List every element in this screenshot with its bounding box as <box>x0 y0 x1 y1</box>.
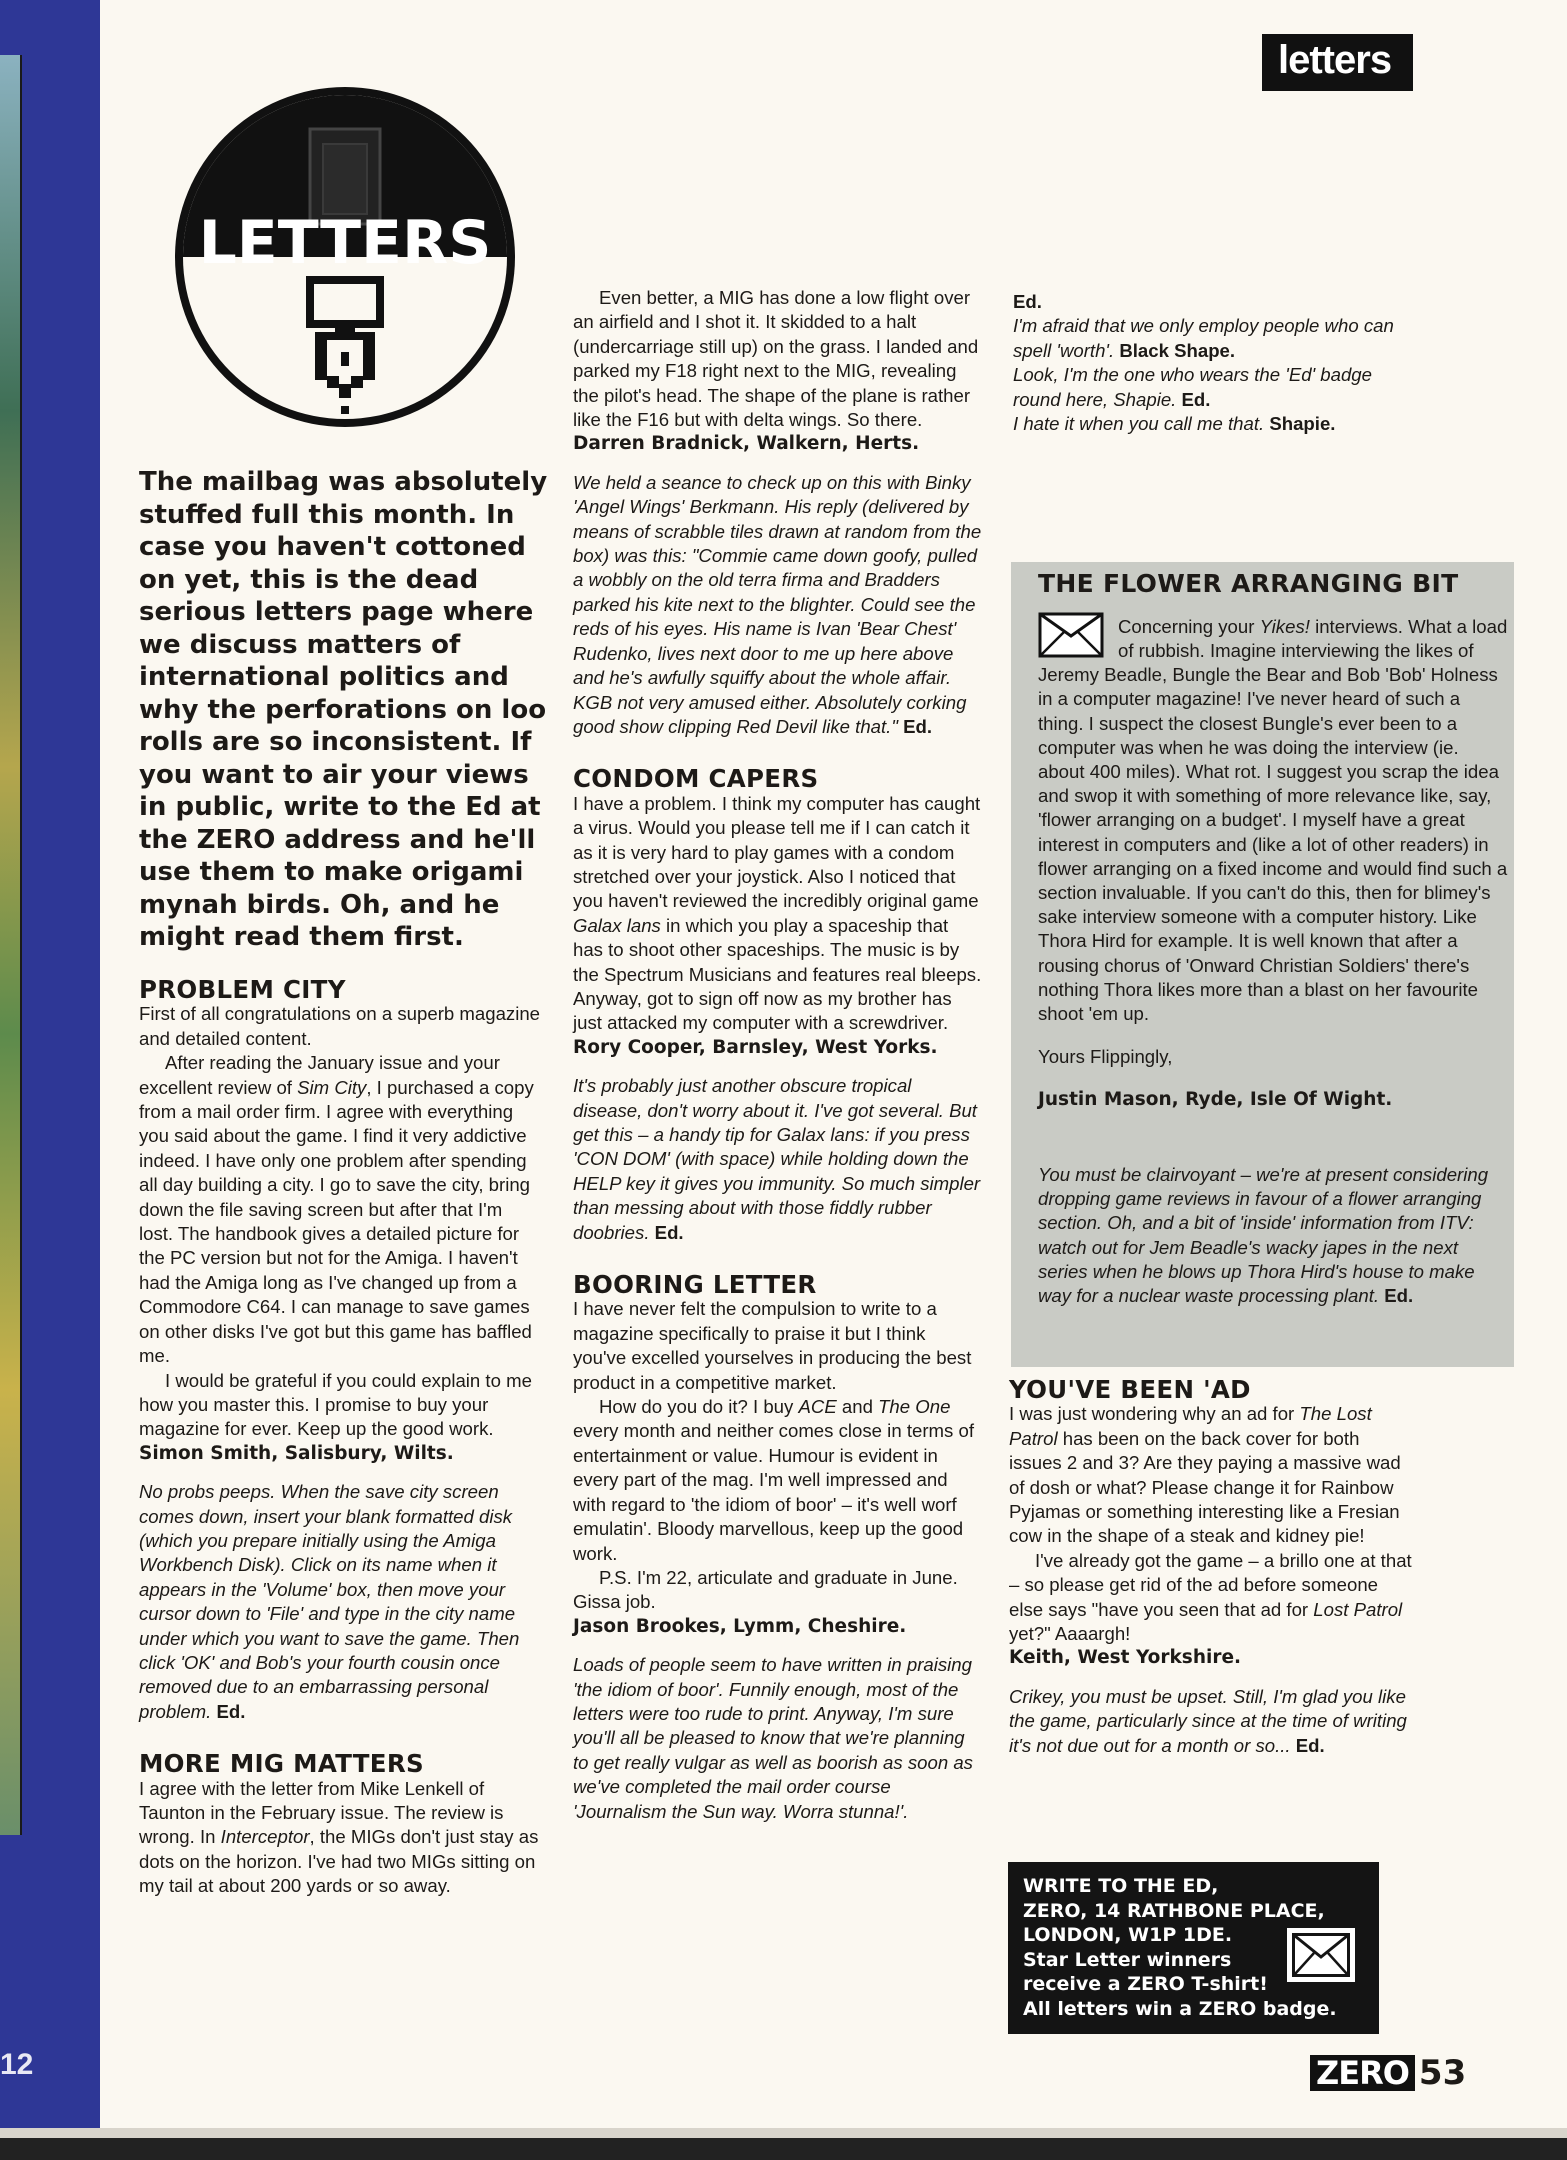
write-line-5: receive a ZERO T-shirt! <box>1023 1973 1268 1995</box>
booring-reply-1: Loads of people seem to have written in praising 'the idiom of boor'. Funnily enough, most of the letters were too rude to print. Anyway, I'm sure you'll all be pleased to know that we're planning to get really vulgar as well as boorish as soon as we've completed the mail order course 'Journalism the Sun way. Worra stunna!'. <box>573 1654 973 1822</box>
problem-city-heading: PROBLEM CITY <box>139 975 346 1004</box>
zero-logo: ZERO <box>1310 2055 1415 2091</box>
page-bottom-shadow <box>0 2138 1567 2160</box>
problem-city-reply: No probs peeps. When the save city screen comes down, insert your blank formatted disk (which you prepare initially using the Amiga Workbench Disk). Click on its name when it appears in the 'Volume' box, then move your cursor down to 'File' and type in the city name under which you want to save the game. Then click 'OK' and Bob's your fourth cousin once removed due to an embarrassing personal problem. Ed. <box>139 1481 520 1722</box>
mig-heading: MORE MIG MATTERS <box>139 1749 424 1779</box>
write-line-1: WRITE TO THE ED, <box>1023 1875 1219 1897</box>
write-line-3: LONDON, W1P 1DE. <box>1023 1924 1233 1946</box>
booring-reply-4: I hate it when you call me that. Shapie. <box>1013 413 1336 435</box>
flower-p1: Concerning your Yikes! interviews. What a load of rubbish. Imagine interviewing the likes of Jeremy Beadle, Bungle the Bear and Bob 'Bob' Holness in a computer magazine! I've never heard of such a thing. I suspect the closest Bungle's ever been to a computer was when he was doing the interview (ie. about 400 miles). What rot. I suggest you scrap the idea and swop it with something of more relevance like, say, 'flower arranging on a budget'. I myself have a great interest in computers and (like a lot of other readers) in flower arranging on a fixed income and would find such a section invaluable. If you can't do this, then for blimey's sake interview someone with a computer history. Like Thora Hird for example. It is well known that after a rousing chorus of 'Onward Christian Soldiers' there's nothing Thora likes more than a blast on her favourite shoot 'em up. <box>1038 615 1508 1025</box>
condom-p1: I have a problem. I think my computer has caught a virus. Would you please tell me if I can catch it as it is very hard to play games with a condom stretched over your joystick. Also I noticed that you haven't reviewed the incredibly original game Galax lans in which you play a spaceship that has to shoot other spaceships. The music is by the Spectrum Musicians and features real bleeps. Anyway, got to sign off now as my brother has just attacked my computer with a screwdriver. <box>573 792 982 1034</box>
envelope-icon <box>1286 1927 1356 1983</box>
mig-p2: Even better, a MIG has done a low flight over an airfield and I shot it. It skidded to a halt (undercarriage still up) on the grass. I landed and parked my F18 right next to the MIG, revealing the pilot's head. The shape of the plane is rather like the F16 but with delta wings. So there. <box>573 287 979 431</box>
column-1 <box>139 975 541 1899</box>
ad-signature: Keith, West Yorkshire. <box>1009 1647 1242 1669</box>
problem-city-p1: First of all congratulations on a superb magazine and detailed content. <box>139 1003 541 1049</box>
mig-signature: Darren Bradnick, Walkern, Herts. <box>573 433 920 455</box>
flower-heading: THE FLOWER ARRANGING BIT <box>1038 569 1459 598</box>
footer-logo <box>1310 2053 1466 2093</box>
write-line-6: All letters win a ZERO badge. <box>1023 1997 1337 2020</box>
mig-p1: I agree with the letter from Mike Lenkell of Taunton in the February issue. The review is wrong. In Interceptor, the MIGs don't just stay as dots on the horizon. I've had two MIGs sitting on my tail at about 200 yards or so away. <box>139 1777 539 1897</box>
ad-reply: Crikey, you must be upset. Still, I'm glad you like the game, particularly since at the time of writing it's not due out for a month or so... Ed. <box>1009 1685 1407 1756</box>
problem-city-p3: I would be grateful if you could explain to me how you master this. I promise to buy your magazine for ever. Keep up the good work. <box>139 1369 532 1440</box>
booring-p1: I have never felt the compulsion to write to a magazine specifically to praise it but I think you've excelled yourselves in producing the best product in a competitive market. <box>573 1298 972 1393</box>
ad-p1: I was just wondering why an ad for The Lost Patrol has been on the back cover for both issues 2 and 3? Are they paying a massive wad of dosh or what? Please change it for Rainbow Pyjamas or something interesting like a Fresian cow in the shape of a steak and kidney pie! <box>1009 1403 1401 1547</box>
logo-text: LETTERS <box>198 208 492 278</box>
write-line-4: Star Letter winners <box>1023 1948 1232 1971</box>
flower-reply: You must be clairvoyant – we're at present considering dropping game reviews in favour of a flower arranging section. Oh, and a bit of 'inside' information from ITV: watch out for Jem Beadle's wacky japes in the next series when he blows up Thora Hird's house to make way for a nuclear waste processing plant. Ed. <box>1038 1163 1489 1306</box>
booring-reply-3: Look, I'm the one who wears the 'Ed' badge round here, Shapie. Ed. <box>1013 364 1372 410</box>
flower-arranging-box <box>1011 562 1514 1367</box>
write-line-2: ZERO, 14 RATHBONE PLACE, <box>1023 1899 1325 1922</box>
ad-heading: YOU'VE BEEN 'AD <box>1009 1375 1251 1404</box>
condom-signature: Rory Cooper, Barnsley, West Yorks. <box>573 1036 938 1058</box>
column-2 <box>573 286 983 1824</box>
left-page-number: 12 <box>0 2048 34 2081</box>
intro-text: The mailbag was absolutely stuffed full this month. In case you haven't cottoned on yet, this is the dead serious letters page where we discuss matters of international politics and why the perforations on loo rolls are so inconsistent. If you want to air your views in public, write to the Ed at the ZERO address and he'll use them to make origami mynah birds. Oh, and he might read them first. <box>139 467 548 952</box>
flower-closing: Yours Flippingly, <box>1038 1045 1173 1067</box>
problem-city-signature: Simon Smith, Salisbury, Wilts. <box>139 1442 454 1464</box>
flower-signature: Justin Mason, Ryde, Isle Of Wight. <box>1038 1088 1393 1110</box>
previous-page-edge <box>0 55 22 1835</box>
letters-logo <box>165 84 525 434</box>
condom-reply: It's probably just another obscure tropical disease, don't worry about it. I've got several. But get this – a handy tip for Galax lans: if you press 'CON DOM' (with space) while holding down the HELP key it gives you immunity. So much simpler than messing about with those fiddly rubber doobries. Ed. <box>573 1075 981 1243</box>
ad-p2: I've already got the game – a brillo one at that – so please get rid of the ad before someone else says "have you seen that ad for Lost Patrol yet?" Aaaargh! <box>1009 1549 1412 1645</box>
envelope-icon <box>1038 612 1104 658</box>
booring-p3: P.S. I'm 22, articulate and graduate in June. Gissa job. <box>573 1566 958 1613</box>
write-to-ed-box <box>1008 1862 1379 2034</box>
page-number: 53 <box>1418 2053 1467 2093</box>
ad-letter <box>1009 1375 1414 1758</box>
column-3 <box>1013 290 1413 436</box>
booring-reply-2: I'm afraid that we only employ people who can spell 'worth'. Black Shape. <box>1013 315 1394 361</box>
mig-reply: We held a seance to check up on this with Binky 'Angel Wings' Berkmann. His reply (delivered by means of scrabble tiles drawn at random from the box) was this: "Commie came down goofy, pulled a wobbly on the old terra firma and Bradders parked his kite next to the blighter. Could see the reds of his eyes. His name is Ivan 'Bear Chest' Rudenko, lives next door to me up here above and he's awfully squiffy about the whole affair. KGB not very amused either. Absolutely corking good show clipping Red Devil like that." Ed. <box>573 471 982 737</box>
page-bottom-edge <box>0 2128 1567 2138</box>
booring-reply-1-ed: Ed. <box>1013 291 1042 312</box>
booring-signature: Jason Brookes, Lymm, Cheshire. <box>573 1615 907 1637</box>
booring-p2: How do you do it? I buy ACE and The One every month and neither comes close in terms of entertainment or value. Humour is evident in every part of the mag. I'm well impressed and with regard to 'the idiom of boor' – it's well worf emulatin'. Bloody marvellous, keep up the good work. <box>573 1396 974 1564</box>
booring-heading: BOORING LETTER <box>573 1270 817 1300</box>
section-tag: letters <box>1262 34 1413 91</box>
condom-heading: CONDOM CAPERS <box>573 764 819 794</box>
problem-city-p2: After reading the January issue and your excellent review of Sim City, I purchased a copy from a mail order firm. I agree with everything you said about the game. I find it very addictive indeed. I have only one problem after spending all day building a city. I go to save the city, bring down the file saving screen but after that I'm lost. The handbook gives a detailed picture for the PC version but not for the Amiga. I haven't had the Amiga long as I've changed up from a Commodore C64. I can manage to save games on other disks I've got but this game has baffled me. <box>139 1052 534 1367</box>
